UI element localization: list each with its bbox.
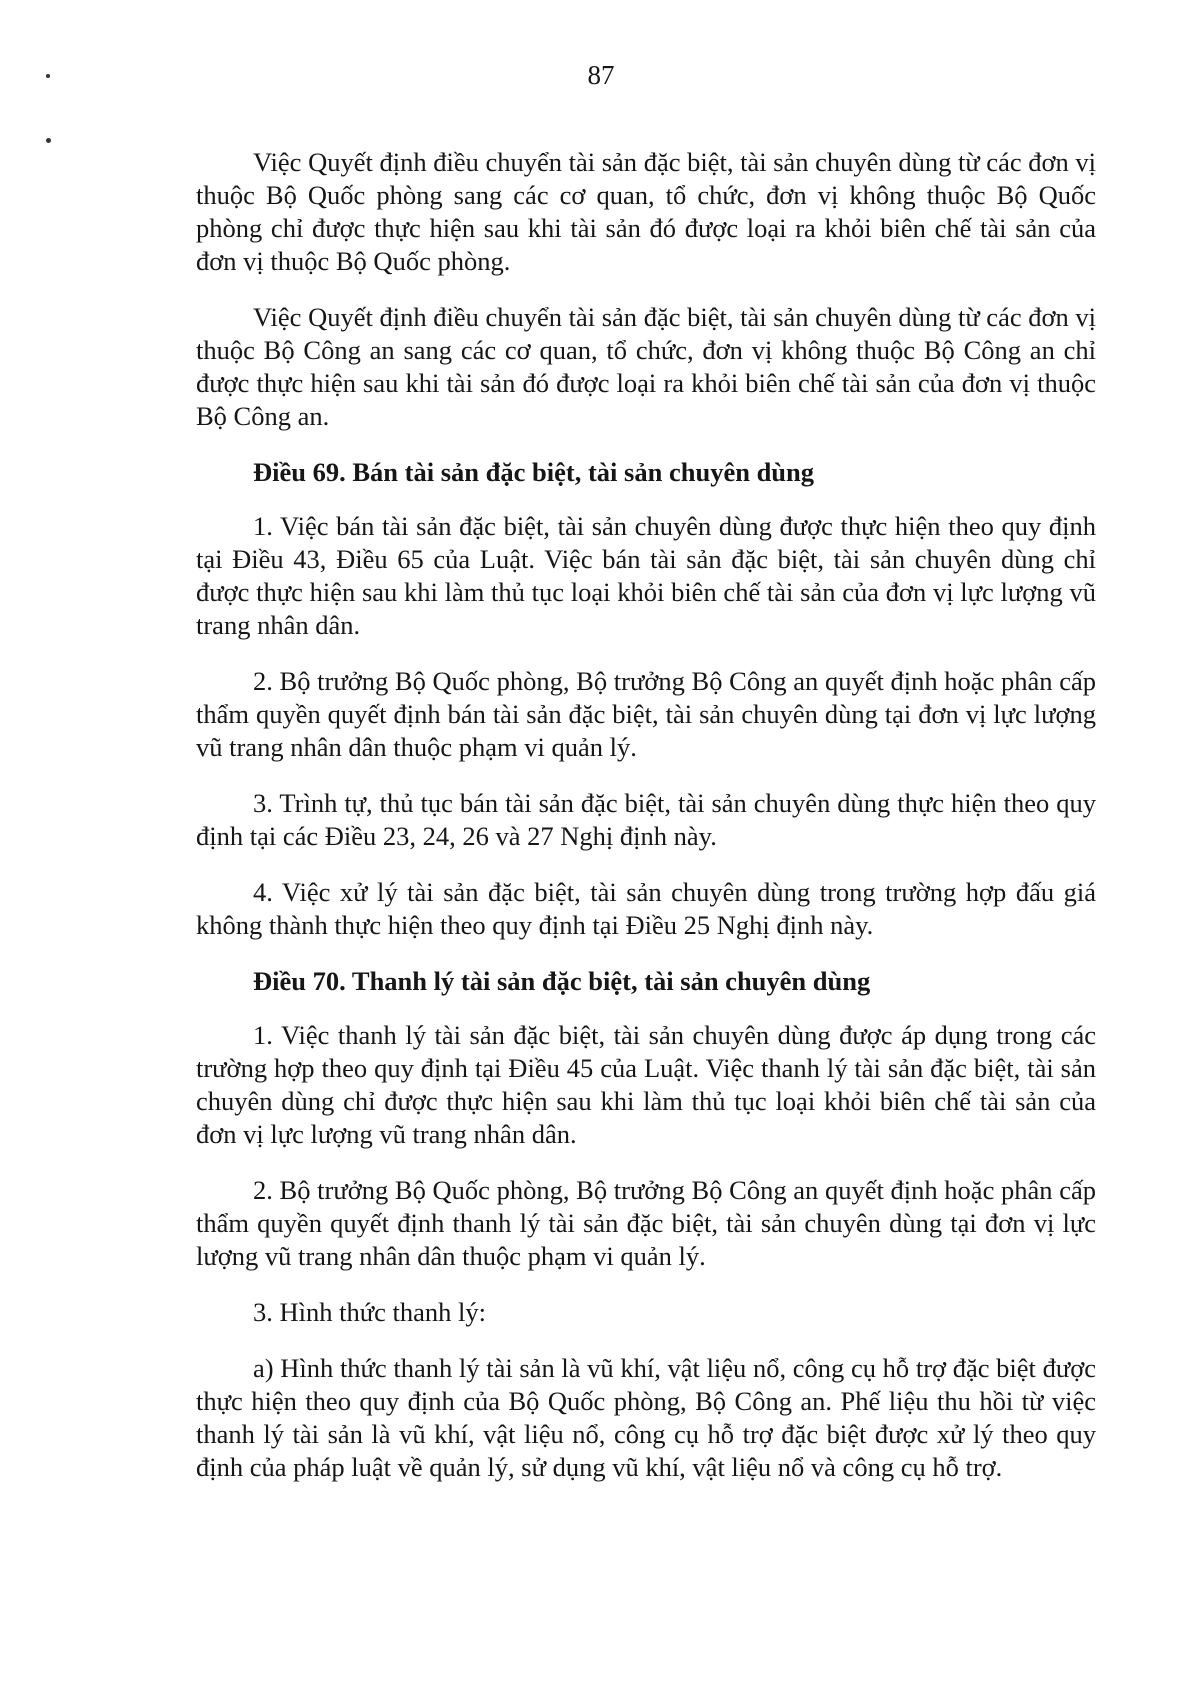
- page-number: 87: [587, 60, 615, 90]
- article-69-heading: Điều 69. Bán tài sản đặc biệt, tài sản chuyên dùng: [253, 457, 815, 487]
- article-70-clause-3a: a) Hình thức thanh lý tài sản là vũ khí, vật liệu nổ, công cụ hỗ trợ đặc biệt được thực hiện theo quy định của Bộ Quốc phòng, Bộ Công an. Phế liệu thu hồi từ việc thanh lý tài sản là vũ khí, vật liệu nổ, công cụ hỗ trợ đặc biệt được xử lý theo quy định của pháp luật về quản lý, sử dụng vũ khí, vật liệu nổ và công cụ hỗ trợ.: [196, 1353, 1096, 1482]
- article-69-clause-1: 1. Việc bán tài sản đặc biệt, tài sản chuyên dùng được thực hiện theo quy định tại Điều 43, Điều 65 của Luật. Việc bán tài sản đặc biệt, tài sản chuyên dùng chỉ được thực hiện sau khi làm thủ tục loại khỏi biên chế tài sản của đơn vị lực lượng vũ trang nhân dân.: [196, 511, 1096, 640]
- paragraph-dieu-chuyen-quoc-phong: Việc Quyết định điều chuyển tài sản đặc biệt, tài sản chuyên dùng từ các đơn vị thuộc Bộ Quốc phòng sang các cơ quan, tổ chức, đơn vị không thuộc Bộ Quốc phòng chỉ được thực hiện sau khi tài sản đó được loại ra khỏi biên chế tài sản của đơn vị thuộc Bộ Quốc phòng.: [196, 147, 1096, 276]
- article-69-clause-4: 4. Việc xử lý tài sản đặc biệt, tài sản chuyên dùng trong trường hợp đấu giá không thành thực hiện theo quy định tại Điều 25 Nghị định này.: [196, 877, 1096, 940]
- document-body: [196, 146, 1096, 1507]
- article-70-clause-2: 2. Bộ trưởng Bộ Quốc phòng, Bộ trưởng Bộ Công an quyết định hoặc phân cấp thẩm quyền quyết định thanh lý tài sản đặc biệt, tài sản chuyên dùng tại đơn vị lực lượng vũ trang nhân dân thuộc phạm vi quản lý.: [196, 1175, 1096, 1271]
- scan-speck: [46, 138, 51, 143]
- article-70-clause-3: 3. Hình thức thanh lý:: [253, 1297, 486, 1327]
- article-69-clause-3: 3. Trình tự, thủ tục bán tài sản đặc biệt, tài sản chuyên dùng thực hiện theo quy định tại các Điều 23, 24, 26 và 27 Nghị định này.: [196, 788, 1096, 851]
- article-69-clause-2: 2. Bộ trưởng Bộ Quốc phòng, Bộ trưởng Bộ Công an quyết định hoặc phân cấp thẩm quyền quyết định bán tài sản đặc biệt, tài sản chuyên dùng tại đơn vị lực lượng vũ trang nhân dân thuộc phạm vi quản lý.: [196, 666, 1096, 762]
- paragraph-dieu-chuyen-cong-an: Việc Quyết định điều chuyển tài sản đặc biệt, tài sản chuyên dùng từ các đơn vị thuộc Bộ Công an sang các cơ quan, tổ chức, đơn vị không thuộc Bộ Công an chỉ được thực hiện sau khi tài sản đó được loại ra khỏi biên chế tài sản của đơn vị thuộc Bộ Công an.: [196, 302, 1096, 431]
- article-70-clause-1: 1. Việc thanh lý tài sản đặc biệt, tài sản chuyên dùng được áp dụng trong các trường hợp theo quy định tại Điều 45 của Luật. Việc thanh lý tài sản đặc biệt, tài sản chuyên dùng chỉ được thực hiện sau khi làm thủ tục loại khỏi biên chế tài sản của đơn vị lực lượng vũ trang nhân dân.: [196, 1020, 1096, 1149]
- article-70-heading: Điều 70. Thanh lý tài sản đặc biệt, tài sản chuyên dùng: [253, 966, 871, 996]
